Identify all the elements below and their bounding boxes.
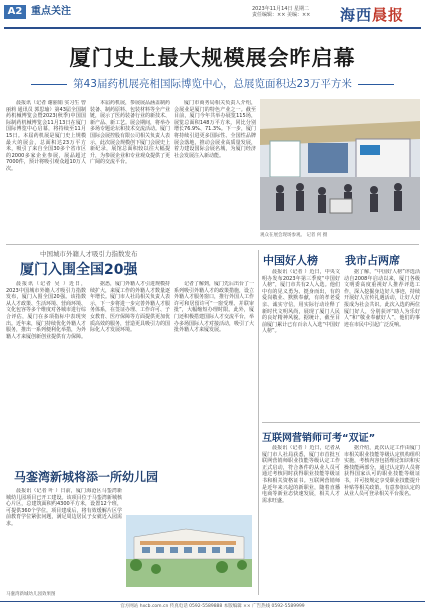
column-divider <box>258 250 259 595</box>
lead-column-3 <box>174 100 256 238</box>
kindergarten-rendering <box>126 515 252 587</box>
editor-line: 责任编辑：×× 美编：×× <box>252 12 311 18</box>
netsales-column-2 <box>344 445 420 595</box>
goodpeople-headline: 中国好人榜 <box>263 254 318 267</box>
lead-col1-text: 晨报讯（记者 谢丽娟 实习生 曾丽莉 通讯员 郭思瑜）第43届全国制药机械博览会暨2023(秋季)中国国际制药机械博览会11月13日在厦门国际博览中心启幕，将持续至11月15日。本届药机展是厦门史上规模最大的展会，总面积达23万平方米，吸引了来自全国30多个省市区的2000多家企业参展，展品超过7000件，预计将吸引观众超10万人次。 <box>6 100 86 172</box>
jobs-col2-text: 据悉，厦门外籍人才引进规模持续扩大，来厦工作的外籍人才数量逐年增长。厦门市人社局相关负责人表示，下一步将进一步完善外籍人才服务体系，在签证办理、工作许可、子女教育、医疗保障等方面提供更加优质高效的服务，营造更具吸引力的国际化人才发展环境。 <box>90 281 170 334</box>
expo-photo <box>260 99 420 230</box>
netsales-col2-text: 据介绍，此次认定工作由厦门市相关职业技能等级认定机构组织实施，考核内容包括理论知识和实操技能两部分。通过认定的人员将获得国家认可的职业技能等级证书，并可按规定享受职业技能提升补贴等相关政策。有意参加认定的从业人员可登录相关平台报名。 <box>344 445 420 498</box>
logo-accent-text: 晨报 <box>372 6 405 24</box>
section-name: 重点关注 <box>31 6 71 17</box>
lead-col2-text: 本届药机展，参展展品涵盖制药装备、制药原料、包装材料等全产业链，展示了医药装备行业的新技术、新产品、新工艺。展会期间，将举办多场专题论坛和技术交流活动。厦门国际会展控股有限公司相关负责人表示，此次展会规模创下厦门会展史上新纪录，展馆总面积较以往大幅提升，为参展企业和专业观众提供了更广阔的交流平台。 <box>90 100 170 166</box>
date-text: 2023年11月14日 星期二 <box>252 6 310 12</box>
right-divider <box>262 422 420 423</box>
jobs-kicker: 中国城市外籍人才吸引力指数发布 <box>40 250 138 258</box>
logo-main-text: 海西 <box>340 6 373 24</box>
jobs-column-1 <box>6 281 86 399</box>
issue-date <box>252 6 342 18</box>
school-column <box>6 488 122 588</box>
school-col-text: 晨报讯（记者 叶 ）日前，厦门海沧区马銮湾新城幼儿园项目已开工建设。该项目位于马銮湾新城核心片区，总建筑面积约4300平方米，设置12个班，可提供360个学位。项目建成后，将有效缓解片区学前教育学位紧张问题，满足周边居民子女就近入园需求。 <box>6 488 122 527</box>
lead-column-1 <box>6 100 86 238</box>
jobs-column-2 <box>90 281 170 399</box>
jobs-col1-text: 晨报讯（记者 吴 ）近日，2023中国城市外籍人才吸引力指数发布，厦门入围全国20强。该指数从人才政策、生活环境、营商环境、文化包容等多个维度对各城市进行综合评估，厦门在多项指标中表现突出。近年来，厦门持续优化外籍人才服务，推出一系列便利化举措，为外籍人才来厦创新创业提供有力保障。 <box>6 281 86 340</box>
lead-headline: 厦门史上最大规模展会昨启幕 <box>69 46 356 70</box>
twohouses-col-text: 据了解，“中国好人榜”评选活动自2008年启动以来，厦门各级文明委高度重视好人推荐评选工作，深入挖掘身边好人事迹，持续开展好人宣传礼遇活动，让好人好报成为社会共识。此次入选的两位厦门好人，分别获评“助人为乐好人”和“敬业奉献好人”，他们的事迹在市民中引起广泛反响。 <box>344 269 420 328</box>
expo-photo-caption: 观众在展会现场参观。 记者 何 摄 <box>260 233 328 238</box>
newspaper-logo <box>340 4 420 26</box>
lead-column-2 <box>90 100 170 238</box>
section-divider <box>6 244 419 245</box>
jobs-column-3 <box>174 281 254 399</box>
school-photo-caption: 马銮湾新城幼儿园效果图 <box>6 592 56 597</box>
lead-subhead-text: 第43届药机展亮相国际博览中心，总展览面积达23万平方米 <box>73 78 352 90</box>
page-number-badge: A2 <box>4 5 26 19</box>
page-header <box>0 0 425 36</box>
page-footer: 官方网站 hxcb.com.cn 传真电话 0592-5589888 本版编辑 ×× 广告热线 0592-5589999 <box>0 601 425 611</box>
goodpeople-col-text: 晨报讯（记者 ）近日，中央文明办发布2023年第三季度“中国好人榜”，厦门市共有2人入选。他们中有的见义勇为、挺身而出，有的爱岗敬业、默默奉献，有的孝老爱亲、诚实守信，用实际行动诠释了新时代文明风尚，展现了厦门人民的良好精神风貌。据统计，截至目前厦门累计已有百余人入选“中国好人榜”。 <box>262 269 340 335</box>
school-headline: 马銮湾新城将添一所幼儿园 <box>14 470 159 484</box>
twohouses-headline: 我市占两席 <box>345 254 400 267</box>
lead-subhead <box>0 76 425 91</box>
lead-col3-text: 厦门市商务局相关负责人介绍，会展业是厦门的特色产业之一。截至目前，厦门今年共举办展览115场，展览总面积148万平方米，同比分别增长76.9%、71.3%。下一步，厦门将持续引进更多国际性、全国性品牌展会落地，推动会展业高质量发展，着力建设国际会展名城，为厦门经济社会发展注入新动能。 <box>174 100 256 159</box>
jobs-headline: 厦门入围全国20强 <box>20 262 138 278</box>
jobs-col3-text: 记者了解到，厦门先后出台了一系列吸引外籍人才的政策措施，设立外籍人才服务窗口，推行外国人工作许可和居留许可“一窗受理、并联审批”，大幅缩短办理时限。此外，厦门还积极搭建国际人才交流平台，举办多场国际人才对接活动，吸引了大批外籍人才来厦发展。 <box>174 281 254 334</box>
netsales-headline: 互联网营销师可考“双证” <box>262 433 376 444</box>
netsales-col1-text: 晨报讯（记者 ）近日，记者从厦门市人社局获悉，厦门市首批互联网营销师职业技能等级认定工作正式启动，符合条件的从业人员可通过考核同时获得职业技能等级证书和相关资格证书。互联网营销师是近年来兴起的新职业，随着直播电商等新业态快速发展，相关人才需求旺盛。 <box>262 445 340 504</box>
netsales-column-1 <box>262 445 340 595</box>
header-rule <box>4 27 421 29</box>
